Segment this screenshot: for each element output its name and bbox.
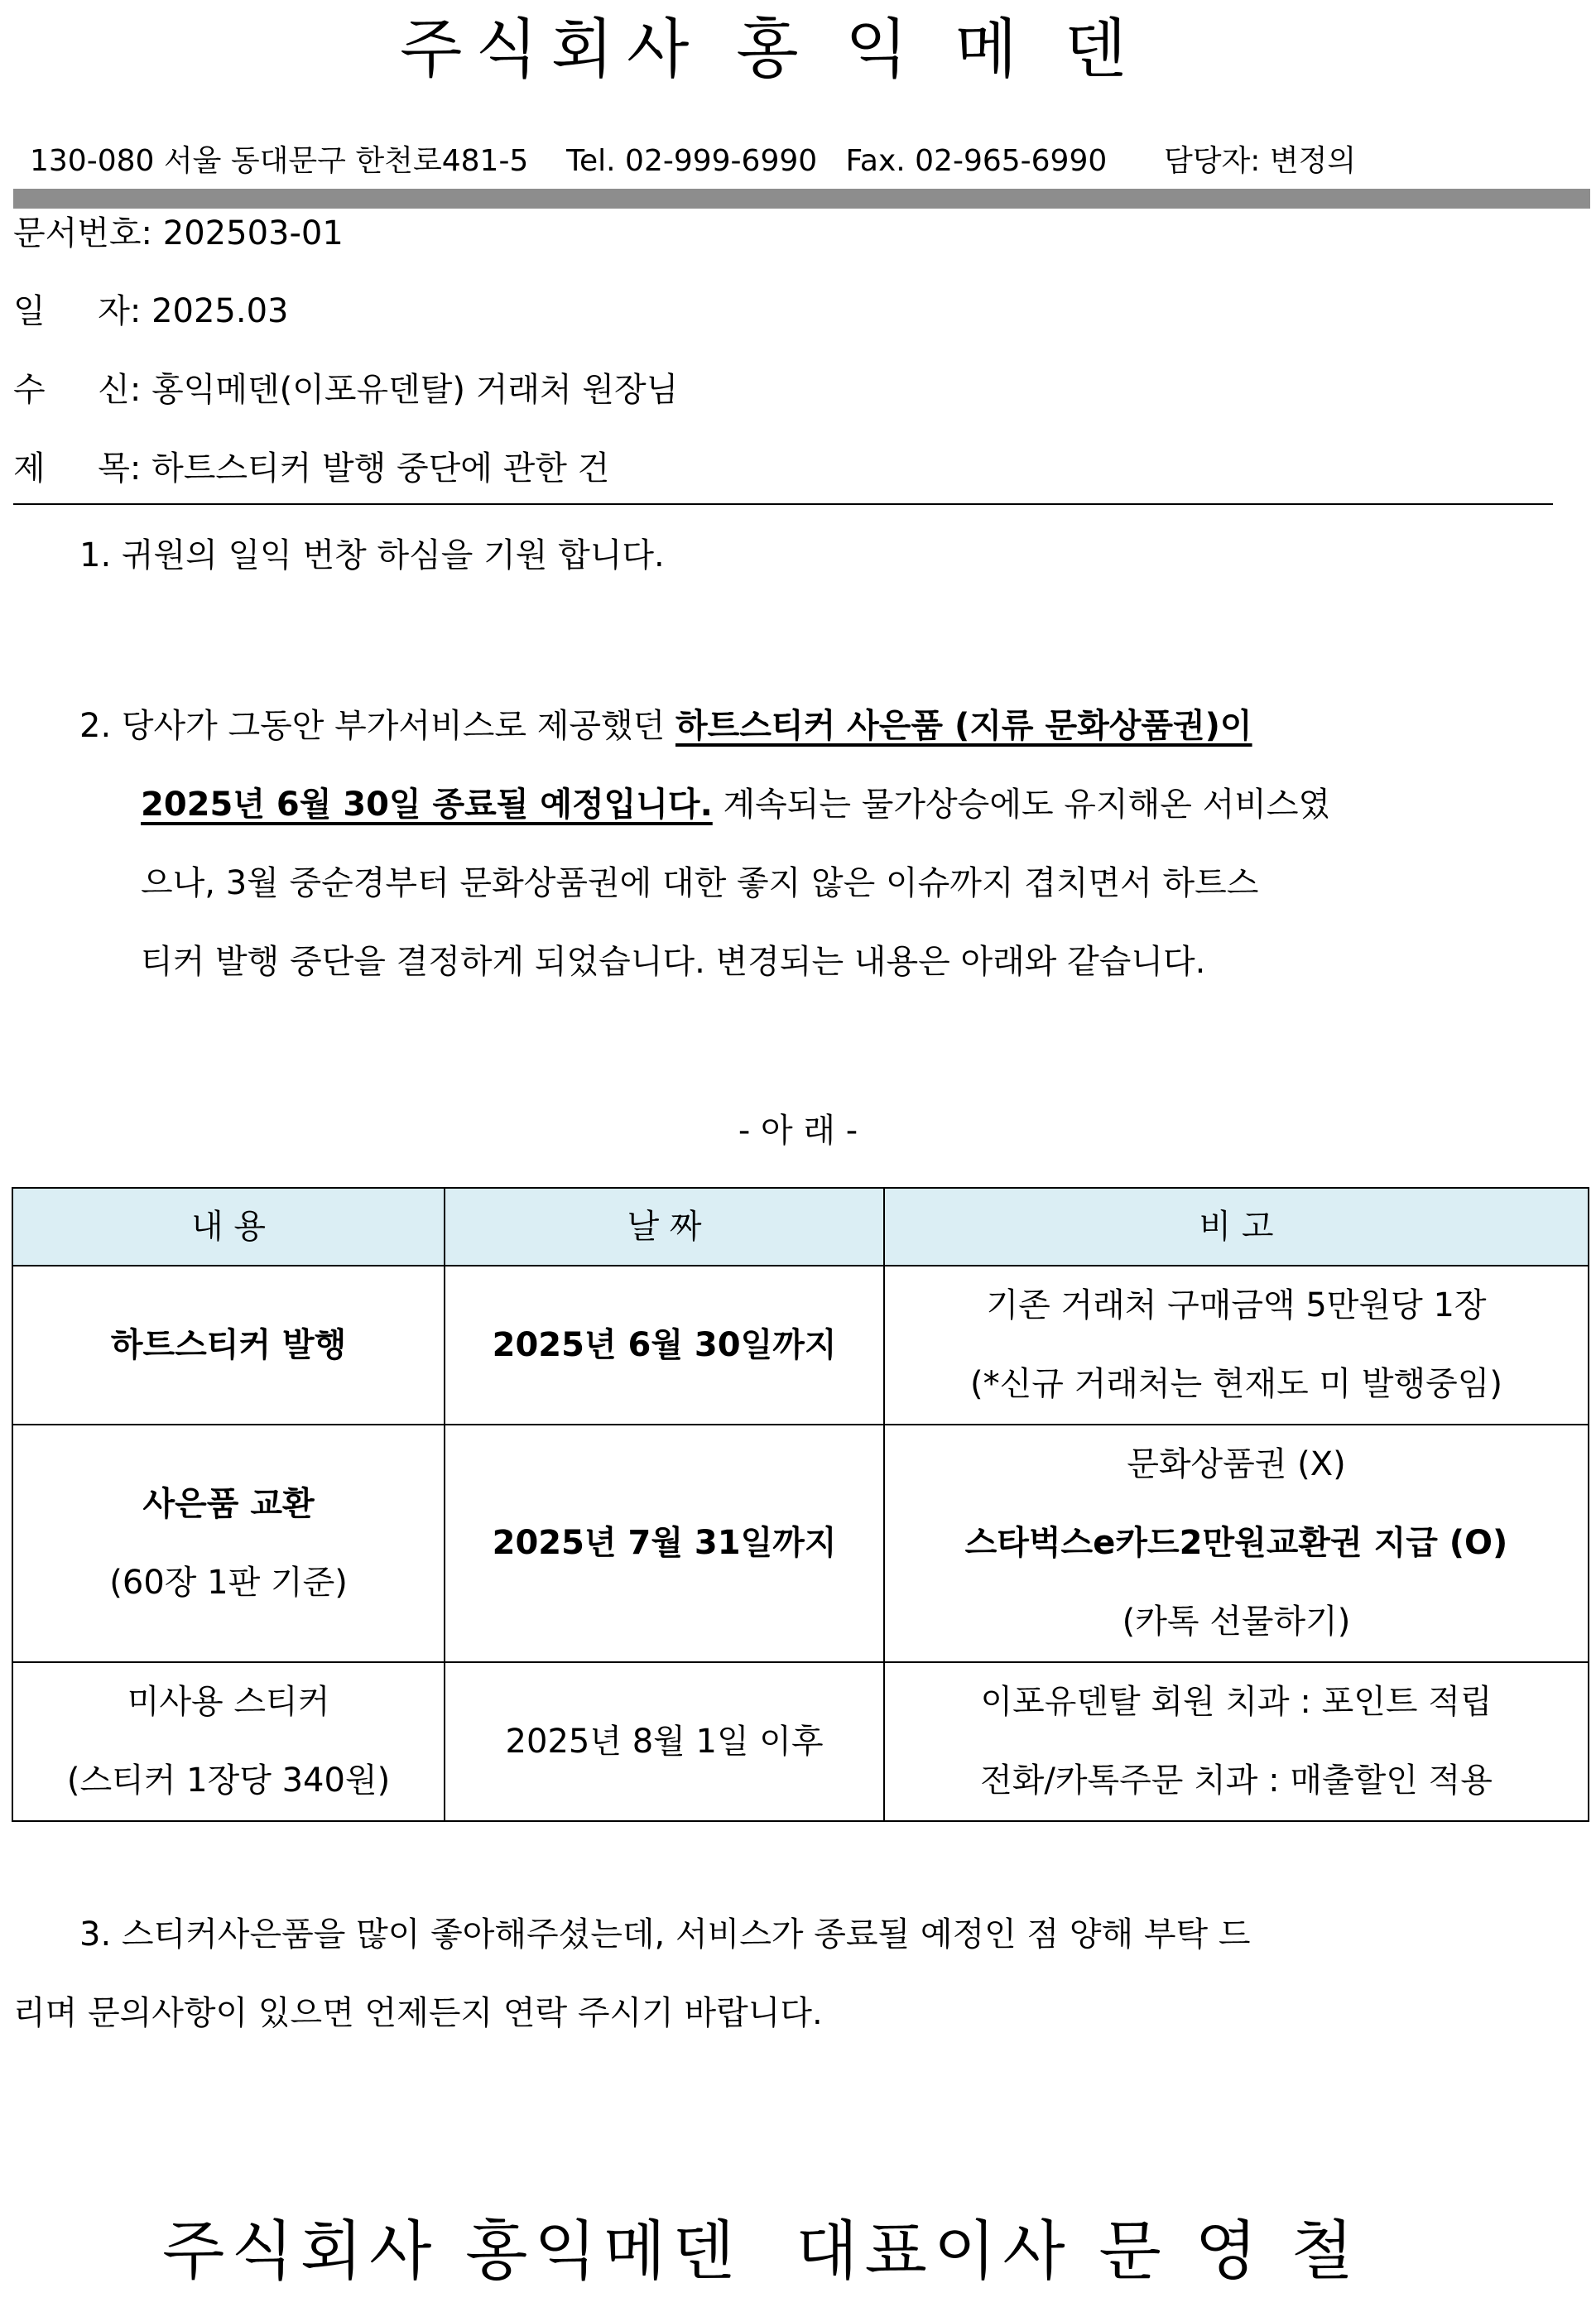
paragraph-2-line-2: 2025년 6월 30일 종료될 예정입니다. 계속되는 물가상승에도 유지해온 서비스였: [141, 786, 1331, 824]
cell-content: 미사용 스티커 (스티커 1장당 340원): [12, 1662, 445, 1821]
table-row: [12, 1425, 1589, 1662]
cell-date: 2025년 7월 31일까지: [445, 1425, 884, 1662]
table-row: [12, 1266, 1589, 1425]
highlight-end-date: 2025년 6월 30일 종료될 예정입니다.: [141, 786, 713, 824]
contact-person: 담당자: 변정의: [1163, 144, 1357, 178]
header-divider: [13, 189, 1590, 209]
cell-note: 기존 거래처 구매금액 5만원당 1장 (*신규 거래처는 현재도 미 발행중임): [884, 1266, 1589, 1425]
header-note: 비 고: [884, 1188, 1589, 1266]
cell-content: 사은품 교환 (60장 1판 기준): [12, 1425, 445, 1662]
table-header-row: [12, 1188, 1589, 1266]
tel: Tel. 02-999-6990: [566, 144, 818, 178]
paragraph-2-line-3: 으나, 3월 중순경부터 문화상품권에 대한 좋지 않은 이슈까지 겹치면서 하트스: [141, 864, 1259, 902]
subject-value: 하트스티커 발행 중단에 관한 건: [151, 449, 610, 488]
address: 130-080 서울 동대문구 한천로481-5: [30, 144, 529, 178]
doc-number: 202503-01: [162, 214, 344, 252]
cell-note: 문화상품권 (X) 스타벅스e카드2만원교환권 지급 (O) (카톡 선물하기): [884, 1425, 1589, 1662]
date-label: 일 자:: [13, 292, 142, 330]
highlight-end-notice: 하트스티커 사은품 (지류 문화상품권)이: [675, 707, 1252, 745]
subject-label: 제 목:: [13, 449, 142, 488]
paragraph-3-line-1: 3. 스티커사은품을 많이 좋아해주셨는데, 서비스가 종료될 예정인 점 양해 부탁 드: [79, 1915, 1251, 1954]
cell-date: 2025년 8월 1일 이후: [445, 1662, 884, 1821]
change-schedule-table: [12, 1187, 1589, 1822]
paragraph-2-line-1: 2. 당사가 그동안 부가서비스로 제공했던 하트스티커 사은품 (지류 문화상품권)이: [79, 707, 1252, 745]
paragraph-3-line-2: 리며 문의사항이 있으면 언제든지 연락 주시기 바랍니다.: [13, 1994, 823, 2032]
contact-line: [30, 141, 1356, 182]
date-value: 2025.03: [151, 292, 289, 330]
cell-date: 2025년 6월 30일까지: [445, 1266, 884, 1425]
header-date: 날 짜: [445, 1188, 884, 1266]
table-row: [12, 1662, 1589, 1821]
paragraph-1: 1. 귀원의 일익 번창 하심을 기원 합니다.: [79, 536, 665, 574]
recipient-row: [13, 365, 678, 415]
below-heading: - 아 래 -: [738, 1112, 858, 1150]
cell-content: 하트스티커 발행: [12, 1266, 445, 1425]
doc-number-label: 문서번호:: [13, 214, 153, 252]
meta-divider: [13, 503, 1553, 505]
signature: 주식회사 홍익메덴 대표이사 문 영 철: [162, 2214, 1360, 2289]
recipient-value: 홍익메덴(이포유덴탈) 거래처 원장님: [151, 371, 679, 409]
company-title: 주식회사 홍 익 메 덴: [400, 12, 1140, 87]
fax: Fax. 02-965-6990: [845, 144, 1108, 178]
date-row: [13, 286, 288, 336]
subject-row: [13, 444, 609, 493]
paragraph-2-line-4: 티커 발행 중단을 결정하게 되었습니다. 변경되는 내용은 아래와 같습니다.: [141, 943, 1206, 981]
recipient-label: 수 신:: [13, 371, 142, 409]
doc-number-row: [13, 209, 344, 258]
header-content: 내 용: [12, 1188, 445, 1266]
cell-note: 이포유덴탈 회원 치과 : 포인트 적립 전화/카톡주문 치과 : 매출할인 적용: [884, 1662, 1589, 1821]
